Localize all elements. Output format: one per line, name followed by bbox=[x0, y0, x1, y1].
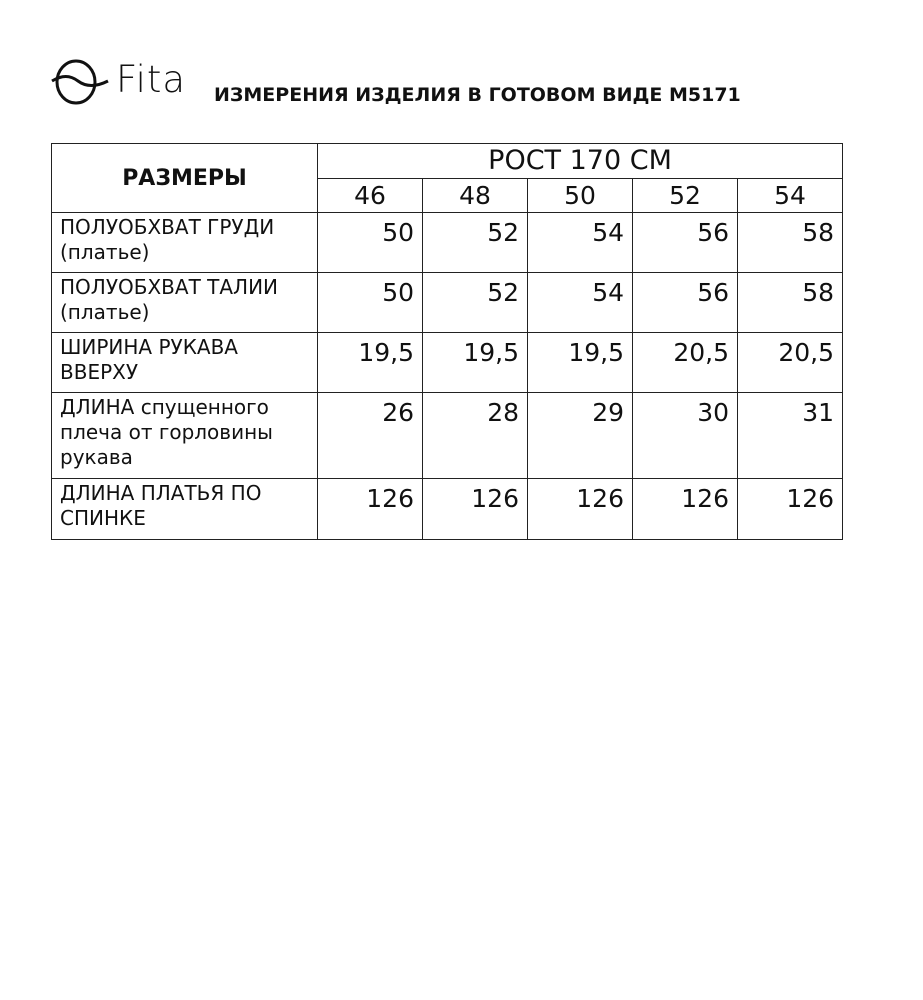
value-cell: 56 bbox=[633, 213, 738, 273]
logo-wordmark: Fita bbox=[116, 58, 187, 101]
value-cell: 126 bbox=[528, 479, 633, 540]
corner-header-cell: РАЗМЕРЫ bbox=[52, 144, 318, 213]
value-cell: 20,5 bbox=[633, 333, 738, 393]
value-cell: 52 bbox=[423, 273, 528, 333]
value-cell: 31 bbox=[738, 393, 843, 479]
size-header-cell: 54 bbox=[738, 179, 843, 213]
row-label: ДЛИНА ПЛАТЬЯ ПО СПИНКЕ bbox=[52, 479, 318, 540]
value-cell: 30 bbox=[633, 393, 738, 479]
value-cell: 126 bbox=[633, 479, 738, 540]
size-header-cell: 48 bbox=[423, 179, 528, 213]
value-cell: 28 bbox=[423, 393, 528, 479]
value-cell: 20,5 bbox=[738, 333, 843, 393]
value-cell: 126 bbox=[738, 479, 843, 540]
page-title: ИЗМЕРЕНИЯ ИЗДЕЛИЯ В ГОТОВОМ ВИДЕ М5171 bbox=[214, 84, 741, 106]
table-header-row bbox=[52, 144, 843, 179]
size-chart-table bbox=[51, 143, 843, 540]
growth-header-cell: РОСТ 170 СМ bbox=[318, 144, 843, 179]
value-cell: 58 bbox=[738, 273, 843, 333]
value-cell: 50 bbox=[318, 213, 423, 273]
value-cell: 126 bbox=[318, 479, 423, 540]
value-cell: 52 bbox=[423, 213, 528, 273]
value-cell: 26 bbox=[318, 393, 423, 479]
value-cell: 29 bbox=[528, 393, 633, 479]
value-cell: 126 bbox=[423, 479, 528, 540]
row-label: ШИРИНА РУКАВА ВВЕРХУ bbox=[52, 333, 318, 393]
value-cell: 54 bbox=[528, 213, 633, 273]
table-row bbox=[52, 273, 843, 333]
table-row bbox=[52, 479, 843, 540]
value-cell: 19,5 bbox=[528, 333, 633, 393]
size-header-cell: 50 bbox=[528, 179, 633, 213]
row-label: ПОЛУОБХВАТ ТАЛИИ (платье) bbox=[52, 273, 318, 333]
document-header bbox=[50, 52, 900, 112]
table-row bbox=[52, 393, 843, 479]
table-row bbox=[52, 213, 843, 273]
value-cell: 54 bbox=[528, 273, 633, 333]
size-header-cell: 52 bbox=[633, 179, 738, 213]
row-label: ДЛИНА спущенного плеча от горловины рукава bbox=[52, 393, 318, 479]
fita-logo-icon bbox=[50, 56, 110, 108]
size-header-cell: 46 bbox=[318, 179, 423, 213]
value-cell: 50 bbox=[318, 273, 423, 333]
value-cell: 58 bbox=[738, 213, 843, 273]
value-cell: 56 bbox=[633, 273, 738, 333]
row-label: ПОЛУОБХВАТ ГРУДИ (платье) bbox=[52, 213, 318, 273]
value-cell: 19,5 bbox=[423, 333, 528, 393]
table-row bbox=[52, 333, 843, 393]
value-cell: 19,5 bbox=[318, 333, 423, 393]
